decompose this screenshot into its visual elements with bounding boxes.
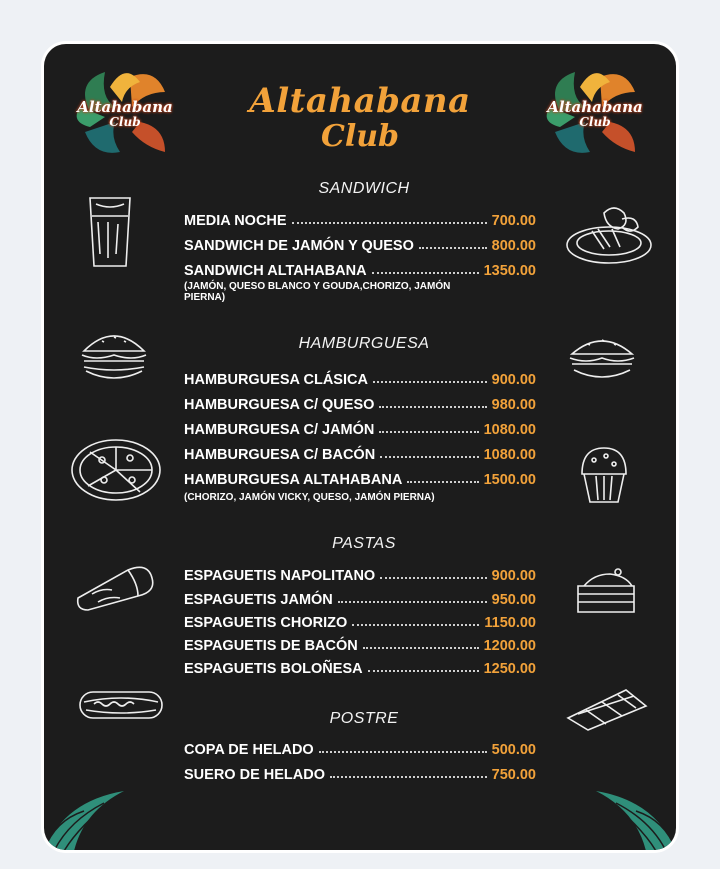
item-name: SANDWICH DE JAMÓN Y QUESO xyxy=(184,238,414,254)
item-name: HAMBURGUESA CLÁSICA xyxy=(184,372,368,388)
burger-icon xyxy=(78,329,150,381)
menu-item xyxy=(184,562,536,584)
section-title-postre: POSTRE xyxy=(329,710,399,727)
item-name: SUERO DE HELADO xyxy=(184,767,325,783)
item-name: ESPAGUETIS JAMÓN xyxy=(184,592,333,608)
item-note: (CHORIZO, JAMÓN VICKY, QUESO, JAMÓN PIERNA) xyxy=(184,492,435,503)
section-title-hamburguesa: HAMBURGUESA xyxy=(298,335,430,352)
item-name: HAMBURGUESA C/ BACÓN xyxy=(184,447,376,463)
item-price: 1250.00 xyxy=(483,661,536,677)
menu-item xyxy=(184,761,536,783)
item-name: COPA DE HELADO xyxy=(184,742,314,758)
menu-item xyxy=(184,391,536,413)
menu-item xyxy=(184,441,536,463)
cake-slice-icon xyxy=(574,568,638,618)
menu-title xyxy=(44,82,676,154)
menu-item xyxy=(184,207,536,229)
palm-leaf-icon xyxy=(586,781,676,850)
item-name: HAMBURGUESA C/ QUESO xyxy=(184,397,375,413)
item-price: 800.00 xyxy=(491,238,536,254)
item-name: ESPAGUETIS NAPOLITANO xyxy=(184,568,376,584)
item-price: 1200.00 xyxy=(483,638,536,654)
item-price: 900.00 xyxy=(491,568,536,584)
palm-leaf-icon xyxy=(44,781,134,850)
item-price: 750.00 xyxy=(491,767,536,783)
item-price: 1150.00 xyxy=(484,615,536,631)
hotdog-icon xyxy=(76,682,166,728)
logo-line2: Club xyxy=(579,115,611,129)
logo-line1: Altahabana xyxy=(77,98,173,116)
item-price: 1350.00 xyxy=(483,263,536,279)
pizza-icon xyxy=(70,438,162,502)
menu-item xyxy=(184,257,536,279)
item-name: ESPAGUETIS BOLOÑESA xyxy=(184,661,363,677)
menu-item xyxy=(184,232,536,254)
section-title-pastas: PASTAS xyxy=(332,535,396,552)
section-title-sandwich: SANDWICH xyxy=(318,180,410,197)
item-price: 950.00 xyxy=(491,592,536,608)
logo-line2: Club xyxy=(109,115,141,129)
menu-item xyxy=(184,632,536,654)
chocolate-bar-icon xyxy=(564,684,650,732)
item-price: 900.00 xyxy=(491,372,536,388)
item-price: 1500.00 xyxy=(483,472,536,488)
wrap-icon xyxy=(72,562,158,614)
item-price: 1080.00 xyxy=(483,422,536,438)
item-name: HAMBURGUESA C/ JAMÓN xyxy=(184,422,375,438)
fries-plate-icon xyxy=(564,201,654,267)
menu-item xyxy=(184,655,536,677)
menu-item xyxy=(184,466,536,488)
title-line1: Altahabana xyxy=(249,81,471,121)
menu-item xyxy=(184,736,536,758)
item-price: 700.00 xyxy=(491,213,536,229)
burger-right-icon xyxy=(566,334,638,382)
item-name: ESPAGUETIS DE BACÓN xyxy=(184,638,358,654)
menu-card xyxy=(44,44,676,850)
menu-item xyxy=(184,366,536,388)
muffin-icon xyxy=(576,444,632,506)
item-price: 980.00 xyxy=(491,397,536,413)
item-name: HAMBURGUESA ALTAHABANA xyxy=(184,472,403,488)
item-price: 500.00 xyxy=(491,742,536,758)
menu-item xyxy=(184,609,536,631)
item-name: MEDIA NOCHE xyxy=(184,213,287,229)
item-name: SANDWICH ALTAHABANA xyxy=(184,263,367,279)
title-line2: Club xyxy=(320,119,400,154)
menu-item xyxy=(184,416,536,438)
item-price: 1080.00 xyxy=(483,447,536,463)
logo-line1: Altahabana xyxy=(547,98,643,116)
item-name: ESPAGUETIS CHORIZO xyxy=(184,615,348,631)
menu-item xyxy=(184,586,536,608)
drink-glass-icon xyxy=(86,194,134,270)
item-note: (JAMÓN, QUESO BLANCO Y GOUDA,CHORIZO, JAMÓN PIERNA) xyxy=(184,281,451,303)
